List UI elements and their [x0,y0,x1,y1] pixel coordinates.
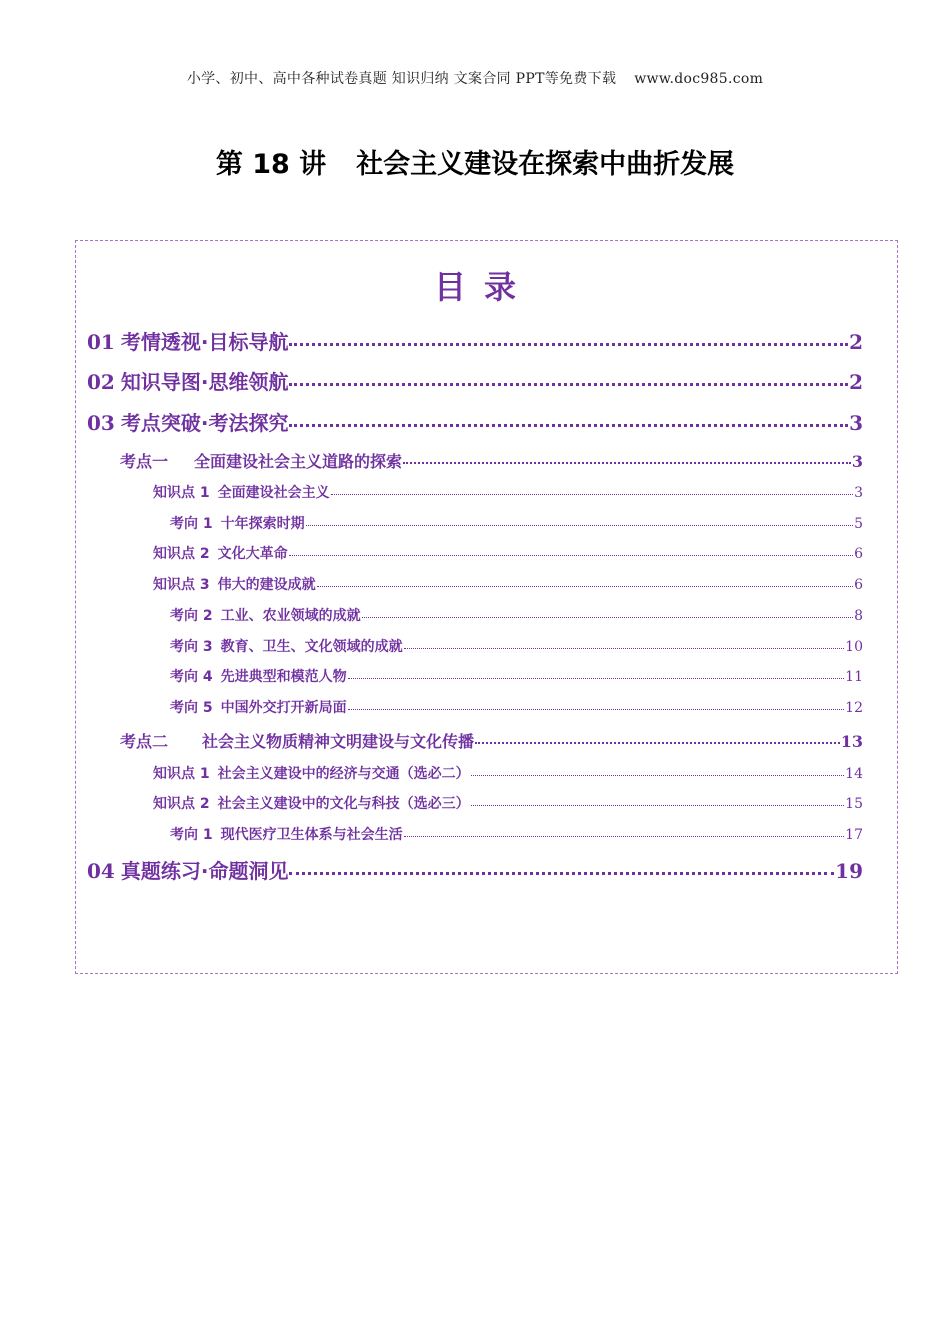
toc-entry-number: 考向 1 [170,827,213,843]
toc-leader-dots [404,836,845,837]
toc-entry-number: 考点一 [120,452,169,471]
toc-entry-number: 考点二 [120,732,169,751]
toc-entry[interactable] [153,482,863,502]
toc-leader-dots [317,586,853,587]
toc-entry-label: 知识导图·思维领航 [120,370,289,394]
toc-entry[interactable] [153,543,863,563]
toc-entry-label: 教育、卫生、文化领域的成就 [220,639,403,655]
toc-leader-dots [471,775,845,776]
toc-entry-page: 10 [845,639,863,655]
toc-entry-number: 知识点 2 [153,546,210,562]
toc-entry[interactable] [170,697,863,717]
toc-entry-number: 知识点 3 [153,577,210,593]
toc-entry-number: 考向 4 [170,669,213,685]
toc-entry-number: 考向 1 [170,516,213,532]
page-title [0,142,950,181]
toc-entry-page: 6 [854,577,863,593]
toc-entry-label: 中国外交打开新局面 [220,700,347,716]
toc-entry-label: 社会主义物质精神文明建设与文化传播 [202,732,475,751]
toc-entry-label: 先进典型和模范人物 [220,669,347,685]
toc-leader-dots [289,555,853,556]
toc-entry-page: 8 [854,608,863,624]
toc-entry[interactable] [170,636,863,656]
toc-entry[interactable] [87,855,863,884]
toc-entry-number: 02 [87,370,115,394]
toc-entry-page: 2 [849,370,863,394]
toc-entry-number: 01 [87,330,115,354]
toc-entry-label: 社会主义建设中的经济与交通（选必二） [217,766,470,782]
toc-leader-dots [471,805,845,806]
toc-leader-dots [404,648,845,649]
toc-entry[interactable] [120,729,863,752]
toc-entry-page: 13 [840,732,863,751]
toc-leader-dots [289,383,848,386]
toc-entry-label: 全面建设社会主义 [217,485,330,501]
toc-entry-page: 11 [845,669,863,685]
toc-entry-label: 社会主义建设中的文化与科技（选必三） [217,796,470,812]
toc-entry[interactable] [170,824,863,844]
toc-entry-label: 工业、农业领域的成就 [220,608,361,624]
toc-entry-page: 3 [854,485,863,501]
toc-entry[interactable] [170,605,863,625]
toc-entry[interactable] [153,574,863,594]
toc-leader-dots [331,494,853,495]
toc-entry[interactable] [170,666,863,686]
toc-entry-label: 现代医疗卫生体系与社会生活 [220,827,403,843]
toc-entry-page: 12 [845,700,863,716]
toc-leader-dots [348,678,845,679]
toc-entry[interactable] [87,407,863,436]
toc-entry-number: 知识点 1 [153,485,210,501]
toc-leader-dots [362,617,853,618]
title-topic: 社会主义建设在探索中曲折发展 [356,149,735,180]
page-header [0,68,950,88]
toc-entry-label: 十年探索时期 [220,516,305,532]
toc-entry-page: 2 [849,330,863,354]
toc-entry-number: 考向 2 [170,608,213,624]
toc-entry-page: 5 [854,516,863,532]
toc-entry-page: 15 [845,796,863,812]
toc-entry-number: 03 [87,411,115,435]
toc-leader-dots [289,424,848,427]
toc-entry[interactable] [153,763,863,783]
toc-entry-label: 考点突破·考法探究 [120,411,289,435]
toc-entry-page: 14 [845,766,863,782]
toc-leader-dots [475,742,840,744]
toc-entry-page: 3 [851,452,863,471]
toc-entry-page: 17 [845,827,863,843]
toc-entry-number: 04 [87,859,115,883]
toc-entry[interactable] [87,366,863,395]
toc-entry-label: 真题练习·命题洞见 [120,859,289,883]
toc-leader-dots [289,343,848,346]
toc-entry-label: 考情透视·目标导航 [120,330,289,354]
header-site-link[interactable]: www.doc985.com [634,71,764,87]
toc-entry-number: 考向 3 [170,639,213,655]
header-text: 小学、初中、高中各种试卷真题 知识归纳 文案合同 PPT等免费下载 [186,71,617,87]
toc-entry-number: 知识点 2 [153,796,210,812]
toc-heading: 目录 [433,268,534,306]
toc-entry-label: 伟大的建设成就 [217,577,316,593]
toc-leader-dots [403,462,851,464]
title-lecture-number: 第 18 讲 [215,149,327,180]
toc-entry-page: 19 [835,859,863,883]
toc-entry-label: 全面建设社会主义道路的探索 [194,452,403,471]
toc-leader-dots [289,872,834,875]
toc-entry[interactable] [153,793,863,813]
toc-entry-page: 6 [854,546,863,562]
toc-entry[interactable] [87,326,863,355]
toc-entry-label: 文化大革命 [217,546,288,562]
toc-entry-number: 考向 5 [170,700,213,716]
toc-entry[interactable] [170,513,863,533]
toc-leader-dots [348,709,845,710]
toc-entry[interactable] [120,449,863,472]
toc-entry-page: 3 [849,411,863,435]
toc-leader-dots [306,525,853,526]
toc-entry-number: 知识点 1 [153,766,210,782]
